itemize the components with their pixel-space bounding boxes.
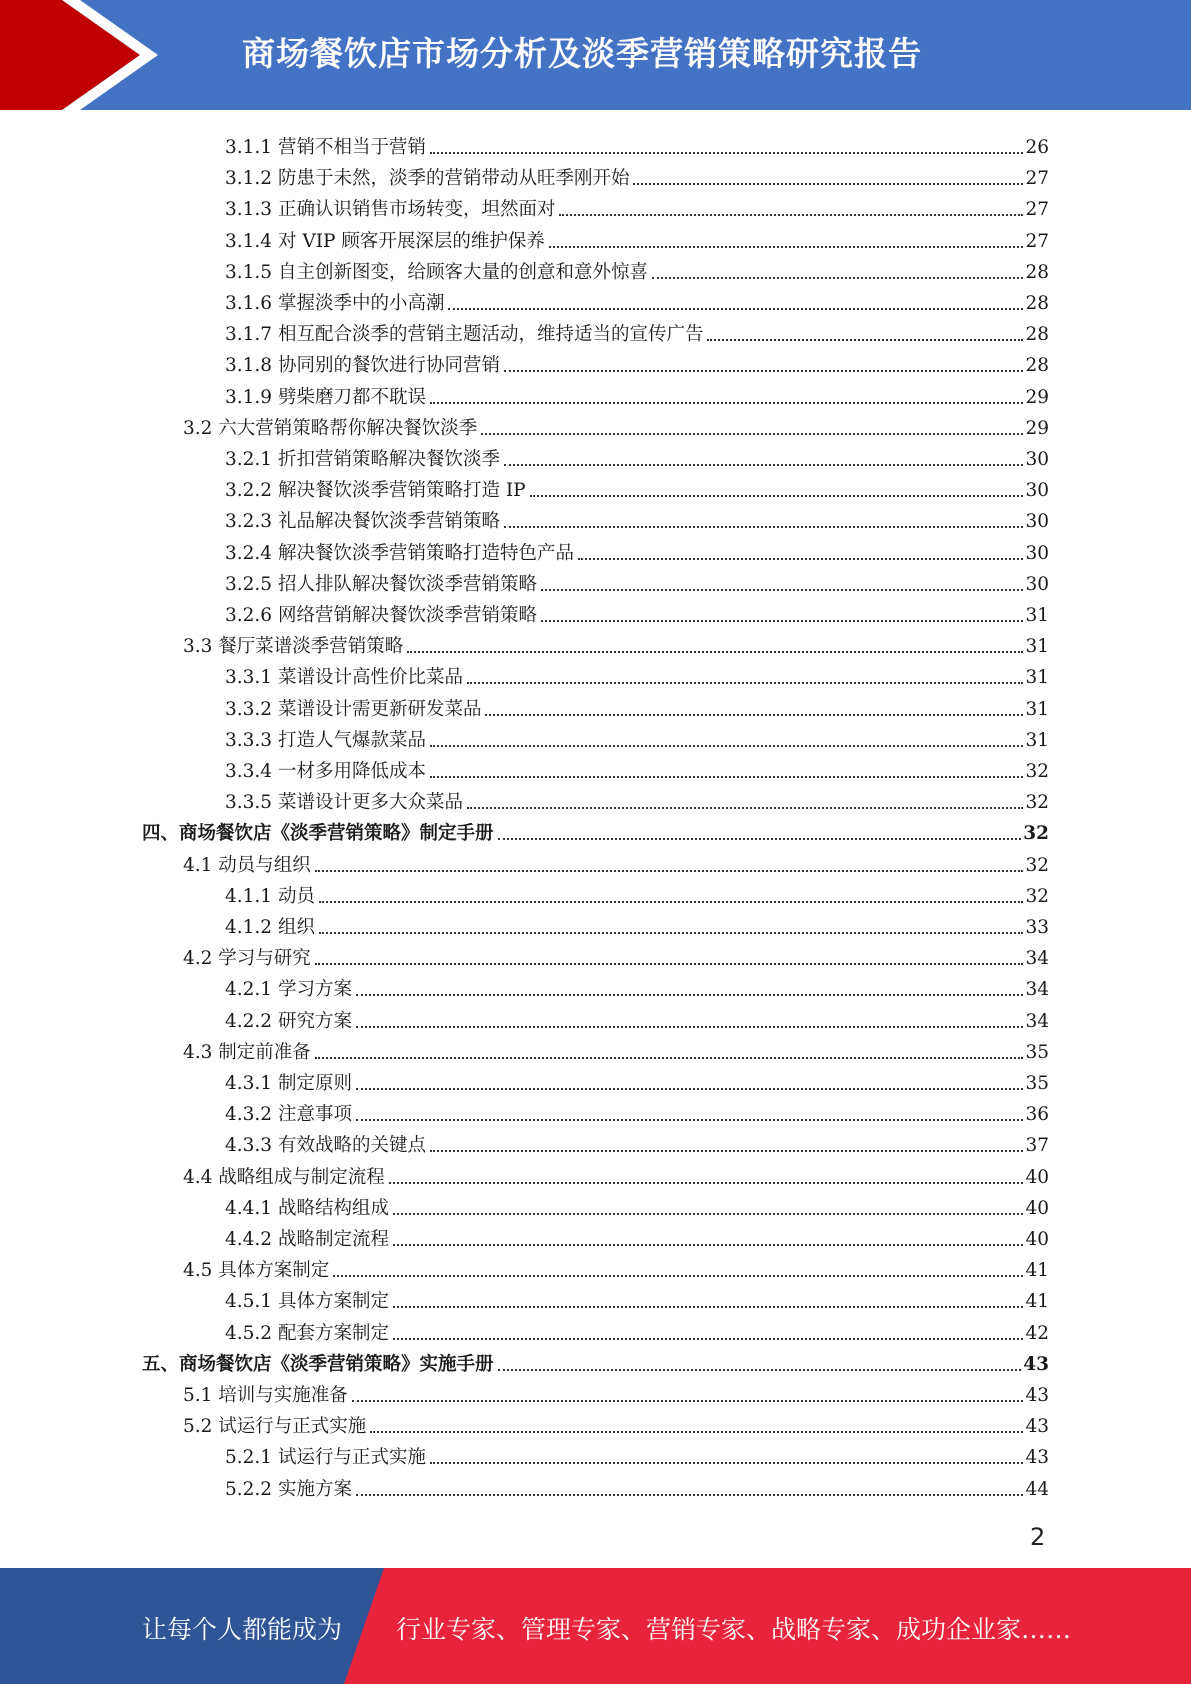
toc-dot-leader: [352, 1399, 1024, 1402]
toc-entry[interactable]: [225, 908, 1049, 939]
toc-entry-page: 34: [1025, 948, 1049, 970]
toc-entry-page: 29: [1025, 417, 1049, 439]
toc-entry-title: 5.2 试运行与正式实施: [183, 1416, 367, 1438]
toc-dot-leader: [356, 1493, 1024, 1496]
toc-entry[interactable]: [225, 534, 1049, 565]
toc-entry-page: 33: [1025, 917, 1049, 938]
toc-dot-leader: [393, 1337, 1023, 1340]
toc-dot-leader: [356, 1025, 1024, 1028]
toc-entry[interactable]: [225, 346, 1049, 377]
toc-entry[interactable]: [225, 284, 1049, 315]
toc-entry-title: 3.1.1 营销不相当于营销: [225, 137, 426, 158]
toc-entry-page: 41: [1025, 1291, 1049, 1313]
toc-entry[interactable]: [225, 315, 1049, 346]
toc-entry-title: 4.2.1 学习方案: [225, 979, 352, 1001]
toc-entry-title: 4.3 制定前准备: [183, 1041, 311, 1063]
toc-entry-title: 4.2.2 研究方案: [225, 1010, 352, 1032]
toc-entry-page: 34: [1025, 979, 1049, 1001]
toc-entry-title: 3.3.2 菜谱设计需更新研发菜品: [225, 698, 482, 720]
toc-entry-page: 31: [1025, 667, 1049, 689]
toc-dot-leader: [319, 931, 1024, 934]
document-title: 商场餐饮店市场分析及淡季营销策略研究报告: [242, 34, 922, 73]
toc-entry-page: 31: [1025, 729, 1049, 751]
toc-dot-leader: [389, 1181, 1024, 1184]
toc-dot-leader: [549, 245, 1024, 248]
toc-entry-page: 43: [1025, 1416, 1049, 1438]
toc-entry[interactable]: [183, 1407, 1049, 1438]
toc-entry-title: 4.3.1 制定原则: [225, 1073, 352, 1094]
toc-dot-leader: [430, 1149, 1023, 1152]
toc-dot-leader: [652, 276, 1023, 279]
toc-entry[interactable]: [225, 159, 1049, 190]
toc-dot-leader: [393, 1305, 1023, 1308]
page-header: [0, 0, 1191, 110]
toc-dot-leader: [448, 307, 1023, 310]
toc-dot-leader: [430, 1461, 1023, 1464]
toc-entry[interactable]: [225, 440, 1049, 471]
toc-entry-title: 3.3.4 一材多用降低成本: [225, 761, 426, 782]
toc-entry-page: 31: [1025, 605, 1049, 626]
toc-entry-page: 29: [1025, 386, 1049, 408]
toc-entry[interactable]: [225, 1282, 1049, 1313]
toc-entry[interactable]: [225, 128, 1049, 159]
toc-dot-leader: [333, 1274, 1023, 1277]
toc-entry[interactable]: [183, 1033, 1049, 1064]
toc-dot-leader: [541, 588, 1023, 591]
toc-entry-page: 30: [1025, 542, 1049, 564]
toc-entry-page: 41: [1025, 1260, 1049, 1282]
toc-entry-title: 3.1.2 防患于未然，淡季的营销带动从旺季刚开始: [225, 168, 630, 190]
toc-entry[interactable]: [183, 939, 1049, 970]
toc-dot-leader: [407, 650, 1023, 653]
toc-entry[interactable]: [225, 222, 1049, 253]
toc-entry-title: 4.3.3 有效战略的关键点: [225, 1135, 426, 1157]
toc-entry-page: 40: [1025, 1197, 1049, 1219]
toc-dot-leader: [481, 432, 1023, 435]
toc-entry-page: 35: [1025, 1041, 1049, 1063]
toc-dot-leader: [541, 619, 1023, 622]
toc-entry-title: 3.1.8 协同别的餐饮进行协同营销: [225, 355, 500, 377]
toc-entry[interactable]: [225, 1126, 1049, 1157]
toc-dot-leader: [430, 744, 1023, 747]
toc-dot-leader: [504, 525, 1023, 528]
toc-entry-title: 3.1.5 自主创新图变，给顾客大量的创意和意外惊喜: [225, 261, 648, 283]
toc-entry-page: 43: [1025, 1385, 1049, 1406]
toc-entry-title: 3.3.5 菜谱设计更多大众菜品: [225, 792, 463, 814]
toc-dot-leader: [430, 775, 1023, 778]
toc-entry-title: 3.1.9 劈柴磨刀都不耽误: [225, 386, 426, 408]
toc-entry-page: 28: [1025, 261, 1049, 283]
toc-dot-leader: [315, 869, 1024, 872]
toc-entry-title: 4.1.1 动员: [225, 885, 315, 907]
toc-entry[interactable]: [225, 1438, 1049, 1469]
toc-entry[interactable]: [225, 565, 1049, 596]
toc-entry-page: 36: [1025, 1104, 1049, 1126]
toc-entry[interactable]: [225, 1220, 1049, 1251]
toc-entry-page: 40: [1025, 1229, 1049, 1250]
toc-entry[interactable]: [225, 1064, 1049, 1095]
toc-entry-title: 4.5.2 配套方案制定: [225, 1322, 389, 1344]
toc-entry-page: 27: [1025, 230, 1049, 252]
toc-entry[interactable]: [183, 1251, 1049, 1282]
toc-entry-page: 28: [1025, 293, 1049, 314]
toc-entry-title: 4.5 具体方案制定: [183, 1260, 330, 1282]
toc-entry[interactable]: [183, 1376, 1049, 1407]
toc-entry[interactable]: [225, 471, 1049, 502]
toc-entry-title: 4.4 战略组成与制定流程: [183, 1166, 385, 1188]
toc-entry[interactable]: [142, 1345, 1049, 1376]
toc-entry-page: 37: [1025, 1135, 1049, 1157]
toc-entry[interactable]: [142, 814, 1049, 845]
toc-entry-title: 3.2.6 网络营销解决餐饮淡季营销策略: [225, 605, 537, 626]
toc-entry[interactable]: [225, 253, 1049, 284]
toc-entry-title: 4.1 动员与组织: [183, 854, 311, 876]
toc-dot-leader: [559, 213, 1023, 216]
toc-dot-leader: [393, 1212, 1023, 1215]
toc-entry-page: 43: [1025, 1447, 1049, 1469]
toc-entry-page: 30: [1025, 573, 1049, 595]
toc-entry-page: 32: [1025, 792, 1049, 814]
toc-entry-title: 3.2.2 解决餐饮淡季营销策略打造 IP: [225, 480, 526, 502]
toc-entry-title: 4.2 学习与研究: [183, 948, 311, 970]
toc-entry-title: 3.1.3 正确认识销售市场转变，坦然面对: [225, 199, 556, 221]
toc-entry-page: 30: [1025, 511, 1049, 533]
toc-dot-leader: [356, 1087, 1024, 1090]
toc-dot-leader: [504, 369, 1023, 372]
toc-entry[interactable]: [225, 970, 1049, 1001]
toc-entry-title: 3.1.6 掌握淡季中的小高潮: [225, 293, 445, 314]
toc-entry-title: 四、商场餐饮店《淡季营销策略》制定手册: [142, 823, 494, 845]
toc-entry[interactable]: [225, 690, 1049, 721]
toc-entry-page: 34: [1025, 1010, 1049, 1032]
toc-entry-page: 32: [1025, 885, 1049, 907]
toc-dot-leader: [315, 1056, 1024, 1059]
toc-dot-leader: [485, 713, 1023, 716]
toc-entry-title: 3.2.4 解决餐饮淡季营销策略打造特色产品: [225, 542, 574, 564]
toc-entry[interactable]: [225, 783, 1049, 814]
toc-entry-title: 3.3.3 打造人气爆款菜品: [225, 729, 426, 751]
toc-entry-title: 5.1 培训与实施准备: [183, 1385, 348, 1406]
toc-dot-leader: [530, 494, 1024, 497]
toc-dot-leader: [319, 900, 1024, 903]
toc-dot-leader: [370, 1430, 1023, 1433]
toc-entry-page: 35: [1025, 1073, 1049, 1094]
toc-entry-page: 30: [1025, 480, 1049, 502]
page-number: 2: [1030, 1523, 1046, 1551]
toc-entry-page: 30: [1025, 449, 1049, 470]
toc-entry-title: 3.2.5 招人排队解决餐饮淡季营销策略: [225, 573, 537, 595]
toc-entry-title: 3.3.1 菜谱设计高性价比菜品: [225, 667, 463, 689]
toc-entry-title: 3.3 餐厅菜谱淡季营销策略: [183, 636, 404, 658]
toc-dot-leader: [504, 463, 1023, 466]
toc-entry[interactable]: [225, 1470, 1049, 1501]
toc-entry[interactable]: [225, 1095, 1049, 1126]
toc-entry[interactable]: [225, 877, 1049, 908]
toc-entry-title: 3.1.7 相互配合淡季的营销主题活动，维持适当的宣传广告: [225, 324, 704, 346]
toc-entry-title: 3.2.1 折扣营销策略解决餐饮淡季: [225, 449, 500, 470]
footer-slogan-right: 行业专家、管理专家、营销专家、战略专家、成功企业家……: [396, 1615, 1072, 1644]
toc-entry[interactable]: [225, 378, 1049, 409]
toc-entry-title: 3.2.3 礼品解决餐饮淡季营销策略: [225, 511, 500, 533]
toc-entry[interactable]: [225, 752, 1049, 783]
toc-entry-title: 5.2.2 实施方案: [225, 1478, 352, 1500]
toc-entry[interactable]: [183, 846, 1049, 877]
toc-entry-title: 4.4.2 战略制定流程: [225, 1229, 389, 1250]
toc-entry[interactable]: [225, 1314, 1049, 1345]
toc-entry[interactable]: [225, 1002, 1049, 1033]
toc-entry[interactable]: [225, 502, 1049, 533]
toc-dot-leader: [430, 401, 1023, 404]
toc-entry[interactable]: [225, 596, 1049, 627]
toc-entry-title: 5.2.1 试运行与正式实施: [225, 1447, 426, 1469]
toc-entry-page: 28: [1025, 324, 1049, 346]
toc-dot-leader: [633, 182, 1023, 185]
page-footer: [0, 1568, 1191, 1684]
toc-dot-leader: [578, 557, 1023, 560]
toc-dot-leader: [315, 962, 1024, 965]
toc-entry-page: 28: [1025, 355, 1049, 377]
toc-entry-page: 31: [1025, 636, 1049, 658]
toc-entry[interactable]: [183, 1158, 1049, 1189]
toc-dot-leader: [467, 806, 1023, 809]
footer-slogan-left: 让每个人都能成为: [142, 1615, 343, 1644]
toc-entry[interactable]: [183, 409, 1049, 440]
toc-dot-leader: [707, 338, 1023, 341]
toc-dot-leader: [498, 837, 1022, 840]
toc-entry[interactable]: [225, 721, 1049, 752]
toc-dot-leader: [356, 993, 1024, 996]
toc-dot-leader: [356, 1118, 1024, 1121]
toc-entry-page: 32: [1025, 761, 1049, 782]
toc-entry-title: 3.2 六大营销策略帮你解决餐饮淡季: [183, 417, 478, 439]
toc-entry-title: 3.1.4 对 VIP 顾客开展深层的维护保养: [225, 230, 545, 252]
toc-entry-title: 4.5.1 具体方案制定: [225, 1291, 389, 1313]
toc-entry-page: 43: [1023, 1353, 1049, 1375]
toc-entry-page: 26: [1025, 137, 1049, 158]
toc-entry[interactable]: [225, 1189, 1049, 1220]
toc-dot-leader: [430, 151, 1023, 154]
toc-entry-title: 4.4.1 战略结构组成: [225, 1197, 389, 1219]
toc-entry[interactable]: [225, 658, 1049, 689]
toc-dot-leader: [467, 681, 1023, 684]
toc-entry-page: 42: [1025, 1322, 1049, 1344]
toc-dot-leader: [498, 1368, 1022, 1371]
toc-entry-title: 五、商场餐饮店《淡季营销策略》实施手册: [142, 1353, 494, 1375]
toc-entry[interactable]: [183, 627, 1049, 658]
toc-entry-page: 27: [1025, 168, 1049, 190]
toc-entry-page: 32: [1023, 823, 1049, 845]
toc-entry[interactable]: [225, 190, 1049, 221]
toc-entry-page: 31: [1025, 698, 1049, 720]
toc-entry-page: 44: [1025, 1478, 1049, 1500]
toc-entry-page: 40: [1025, 1166, 1049, 1188]
toc-entry-page: 32: [1025, 854, 1049, 876]
toc-dot-leader: [393, 1243, 1023, 1246]
toc-entry-page: 27: [1025, 199, 1049, 221]
toc-entry-title: 4.1.2 组织: [225, 917, 315, 938]
toc-entry-title: 4.3.2 注意事项: [225, 1104, 352, 1126]
